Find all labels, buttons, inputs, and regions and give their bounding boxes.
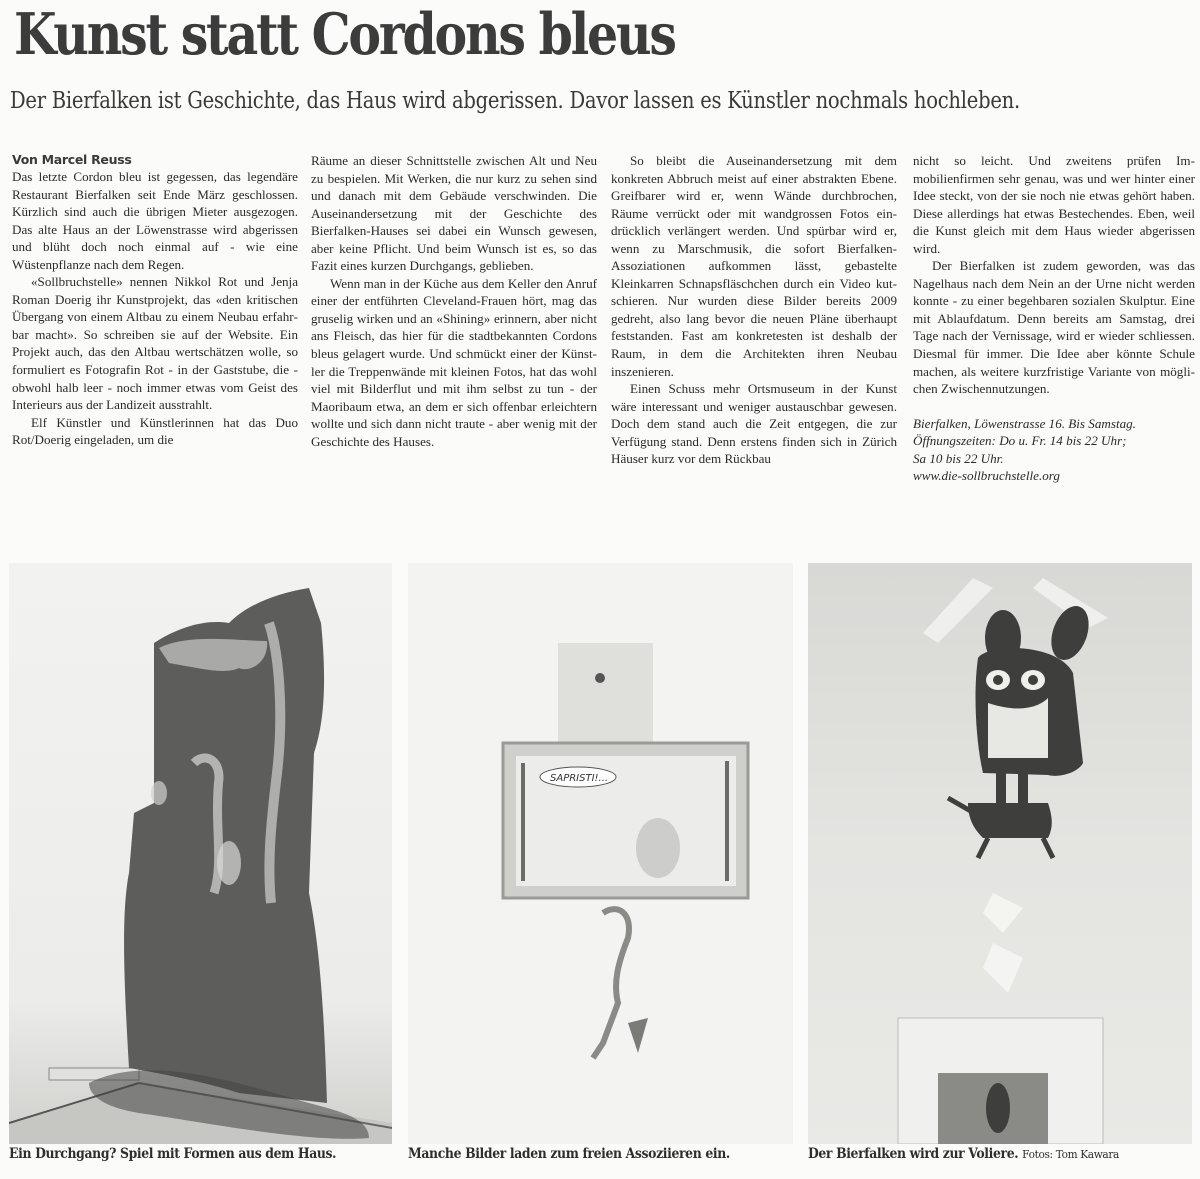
article-column-1 xyxy=(12,152,298,449)
subheadline: Der Bierfalken ist Geschichte, das Haus wird abgerissen. Davor lassen es Künstler nochmals hochleben. xyxy=(10,88,1020,114)
owl-image xyxy=(808,563,1192,1144)
paragraph: Wenn man in der Küche aus dem Keller den Anruf einer der entführten Cleveland-Frauen hört, mag das gruselig wirken und an «Shining» erinnern, aber nicht ans Fleisch, das hier für die stadtbekannten Cordons bleus gelagert wurde. Und schmückt einer der Künstler die Treppenwände mit kleinen Fotos, hat das wohl viel mit Bilderflut und mit ihm selbst zu tun - der Maoribaum etwa, an dem er sich offenbar erleichtern wollte und sich dann nicht traute - aber wenig mit der Geschichte des Hauses. xyxy=(311,275,597,449)
event-venue: Bierfalken, Löwenstrasse 16. Bis Samstag. xyxy=(913,415,1136,431)
paragraph: nicht so leicht. Und zweitens prüfen Immobilienfirmen sehr genau, was und wer hinter einer Idee steckt, von der sie noch nie etwas gehört haben. Diese allerdings hat etwas Bestechendes. Eben, weil die Kunst gleich mit dem Haus wieder abgerissen wird. xyxy=(913,153,1195,256)
paragraph: Einen Schuss mehr Ortsmuseum in der Kunst wäre interessant und weniger austauschbar gewesen. Doch dem stand auch die Zeit entgegen, die zur Verfügung stand. Denn erstens finden sich in Zürich Häuser kurz vor dem Rückbau xyxy=(611,381,897,467)
paragraph: Das letzte Cordon bleu ist gegessen, das legendäre Restaurant Bierfalken seit Ende März geschlossen. Kürzlich sind auch die übrigen Mieter ausgezogen. Das alte Haus an der Löwenstrasse wird abgerissen und blüht doch noch einmal auf - wie eine Wüstenpflanze nach dem Regen. xyxy=(12,169,298,272)
photo-caption-1: Ein Durchgang? Spiel mit Formen aus dem Haus. xyxy=(9,1146,337,1162)
article-column-2 xyxy=(311,152,597,450)
article-column-3 xyxy=(611,152,897,468)
paragraph: Der Bierfalken ist zudem geworden, was das Nagelhaus nach dem Nein an der Urne nicht werden konnte - zu einer begehbaren sozialen Skulptur. Eine mit Ablaufdatum. Denn bereits am Samstag, drei Tage nach der Vernissage, wird er wieder schliessen. Diesmal für immer. Die Idee aber könnte Schule machen, als weitere kurzfristige Variante von möglichen Zwischennutzungen. xyxy=(913,258,1195,397)
photo-caption-2: Manche Bilder laden zum freien Assoziieren ein. xyxy=(408,1146,730,1162)
installation-panel-image xyxy=(9,563,392,1144)
paragraph: «Sollbruchstelle» nennen Nikkol Rot und Jenja Roman Doerig ihr Kunstprojekt, das «den kritischen Übergang von einem Altbau zu einem Neubau erfahrbar macht». So schreiben sie auf der Website. Ein Projekt auch, das den Altbau wertschätzen wolle, so formuliert es Fotografin Rot - in der Gaststube, die - obwohl halb leer - noch immer etwas vom Geist des Interieurs aus der Landizeit ausstrahlt. xyxy=(12,274,298,413)
photo-credit: Fotos: Tom Kawara xyxy=(1022,1147,1119,1161)
photo-passage-installation xyxy=(9,563,392,1144)
photo-framed-picture xyxy=(408,563,793,1144)
byline: Von Marcel Reuss xyxy=(12,152,132,167)
paragraph: Elf Künstler und Künstlerinnen hat das Duo Rot/Doerig eingeladen, um die xyxy=(12,414,298,448)
photo-hanging-owl xyxy=(808,563,1192,1144)
photo-caption-3-text: Der Bierfalken wird zur Voliere. xyxy=(808,1146,1019,1162)
framed-picture-image xyxy=(408,563,793,1144)
event-website-link[interactable]: www.die-sollbruchstelle.org xyxy=(913,468,1060,484)
event-info xyxy=(913,415,1195,485)
article-column-4 xyxy=(913,152,1195,485)
photo-caption-3 xyxy=(808,1146,1119,1162)
paragraph: So bleibt die Auseinandersetzung mit dem konkreten Abbruch meist auf einer abstrakten Ebene. Greifbarer wird er, wenn Wände durchbrochen, Räume verrückt oder mit wandgrossen Fotos eindrücklich verlängert werden. Und spürbar wird er, wenn zu Marschmusik, die sofort Bierfalken-Assoziationen aufkommen lässt, gebastelte Kleinkarren Schnapsfläschchen durch ein Video kutschieren. Nur wurden diese Bilder bereits 2009 gedreht, also lang bevor die neuen Pläne überhaupt feststanden. Fast am konkretesten ist deshalb der Raum, in dem die Architekten ihren Neubau inszenieren. xyxy=(611,153,897,379)
event-hours-saturday: Sa 10 bis 22 Uhr. xyxy=(913,450,1004,466)
paragraph: Räume an dieser Schnittstelle zwischen Alt und Neu zu bespielen. Mit Werken, die nur kurz zu sehen sind und danach mit dem Gebäude verschwinden. Die Auseinandersetzung mit der Geschichte des Bierfalken-Hauses sei dabei ein Wunsch gewesen, aber keine Pflicht. Und beim Wunsch ist es, so das Fazit eines kurzen Durchgangs, geblieben. xyxy=(311,153,597,274)
headline: Kunst statt Cordons bleus xyxy=(14,1,675,68)
comic-bubble-text: SAPRISTI!... xyxy=(550,773,609,784)
event-hours: Öffnungszeiten: Do u. Fr. 14 bis 22 Uhr; xyxy=(913,433,1127,449)
